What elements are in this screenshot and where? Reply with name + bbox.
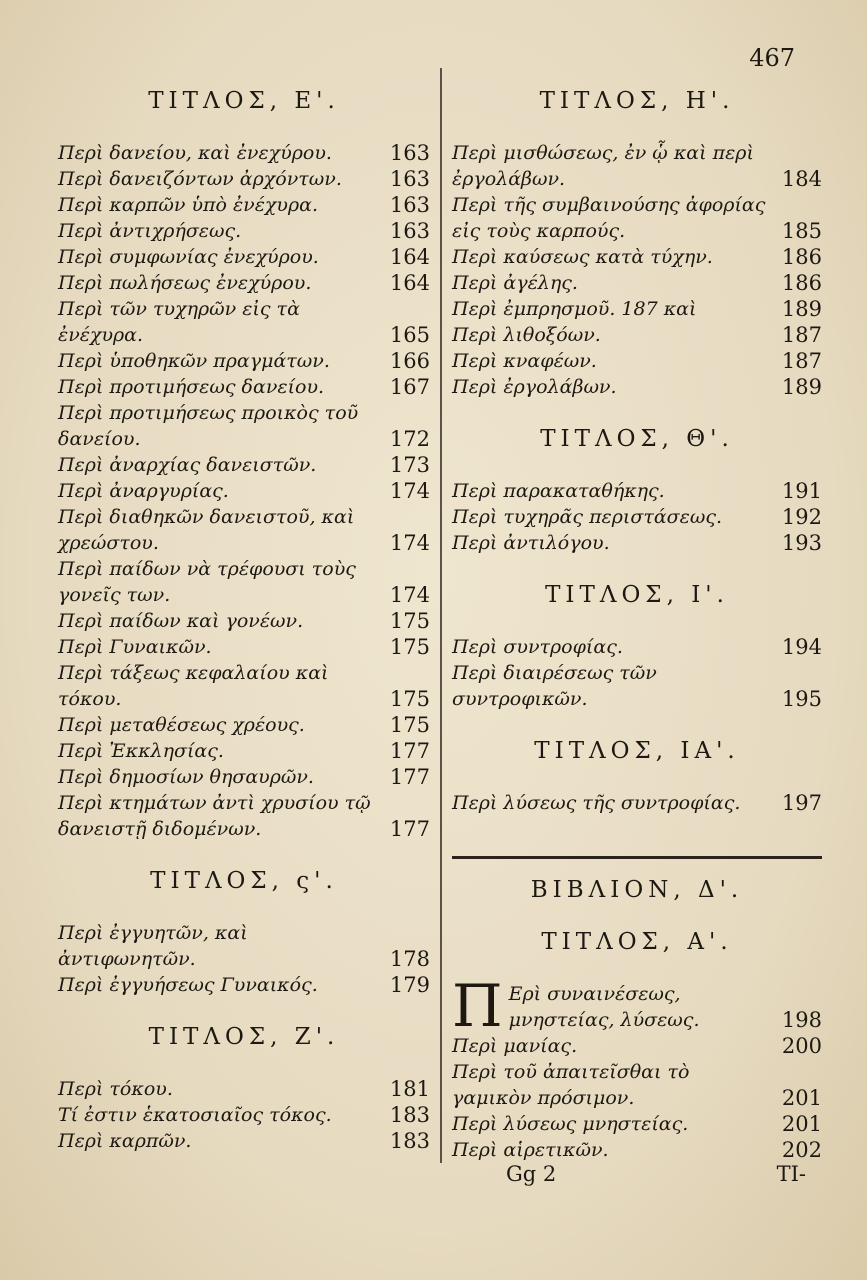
index-entry: [452, 270, 822, 296]
entry-title: Περὶ τυχηρᾶς περιστάσεως.: [452, 506, 723, 528]
entry-page-number: 174: [389, 479, 430, 503]
column-divider: [440, 68, 442, 1163]
section-heading: ΤΙΤΛΟΣ, Α'.: [541, 929, 733, 955]
entry-page-number: 202: [781, 1138, 822, 1162]
entry-title: Περὶ διαθηκῶν δανειστοῦ, καὶ χρεώστου.: [58, 506, 355, 554]
entry-page-number: 193: [781, 531, 822, 555]
index-entry: [58, 452, 430, 478]
entry-page-number: 192: [781, 505, 822, 529]
index-entry: [58, 920, 430, 972]
entry-page-number: 173: [389, 453, 430, 477]
index-entry: [452, 244, 822, 270]
entry-page-number: 166: [389, 349, 430, 373]
entry-title: Περὶ ἐγγυητῶν, καὶ ἀντιφωνητῶν.: [58, 922, 248, 970]
entry-title: Περὶ μεταθέσεως χρέους.: [58, 714, 305, 736]
left-column: [58, 80, 430, 1172]
entry-title: Περὶ διαιρέσεως τῶν συντροφικῶν.: [452, 662, 657, 710]
index-entry: [452, 660, 822, 712]
entry-page-number: 181: [389, 1077, 430, 1101]
entry-page-number: 164: [389, 271, 430, 295]
entry-title: Περὶ προτιμήσεως προικὸς τοῦ δανείου.: [58, 402, 359, 450]
entry-title: Περὶ αἱρετικῶν.: [452, 1139, 609, 1161]
section-gap: [58, 998, 430, 1016]
index-entry: [452, 530, 822, 556]
entry-title: Τί ἐστιν ἑκατοσιαῖος τόκος.: [58, 1104, 332, 1126]
entry-page-number: 177: [389, 817, 430, 841]
section-heading: ΤΙΤΛΟΣ, Ε'.: [148, 88, 340, 114]
entry-page-number: 201: [781, 1112, 822, 1136]
index-entry: [58, 712, 430, 738]
entry-title: Περὶ παίδων καὶ γονέων.: [58, 610, 304, 632]
entry-page-number: 201: [781, 1086, 822, 1110]
entry-page-number: 163: [389, 167, 430, 191]
entry-title: Περὶ δανειζόντων ἀρχόντων.: [58, 168, 342, 190]
entry-title: Περὶ μανίας.: [452, 1035, 578, 1057]
entry-page-number: 163: [389, 141, 430, 165]
index-entry: [452, 504, 822, 530]
entry-page-number: 164: [389, 245, 430, 269]
entry-title: Περὶ παρακαταθήκης.: [452, 480, 665, 502]
entry-title: Περὶ Ἐκκλησίας.: [58, 740, 224, 762]
entry-page-number: 197: [781, 791, 822, 815]
entry-page-number: 178: [389, 947, 430, 971]
index-entry: [452, 296, 822, 322]
entry-page-number: 175: [389, 687, 430, 711]
index-entry: [58, 764, 430, 790]
index-entry: [452, 192, 822, 244]
entry-title: Περὶ ἀγέλης.: [452, 272, 578, 294]
index-entry: [58, 504, 430, 556]
entry-page-number: 175: [389, 609, 430, 633]
entry-title: Περὶ τῶν τυχηρῶν εἰς τὰ ἐνέχυρα.: [58, 298, 300, 346]
entry-title: Περὶ ἐργολάβων.: [452, 376, 617, 398]
double-rule: [452, 856, 822, 859]
entry-title: Περὶ τοῦ ἀπαιτεῖσθαι τὸ γαμικὸν πρόσιμον.: [452, 1061, 690, 1109]
entry-title: Περὶ παίδων νὰ τρέφουσι τοὺς γονεῖς των.: [58, 558, 356, 606]
entry-page-number: 175: [389, 635, 430, 659]
index-entry: [452, 140, 822, 192]
entry-title: Περὶ τόκου.: [58, 1078, 173, 1100]
index-entry: [58, 348, 430, 374]
section-gap: [452, 556, 822, 574]
entry-title: Περὶ συντροφίας.: [452, 636, 623, 658]
book-heading: ΒΙΒΛΙΟΝ, Δ'.: [530, 877, 744, 903]
entry-page-number: 189: [781, 297, 822, 321]
entry-title: Περὶ συμφωνίας ἐνεχύρου.: [58, 246, 319, 268]
index-entry: [58, 972, 430, 998]
section-heading: ΤΙΤΛΟΣ, Η'.: [539, 88, 735, 114]
entry-page-number: 198: [781, 1008, 822, 1032]
index-entry: [58, 660, 430, 712]
right-column: [452, 80, 822, 1163]
entry-title: Περὶ μισθώσεως, ἐν ᾧ καὶ περὶ ἐργολάβων.: [452, 142, 754, 190]
index-entry: [452, 374, 822, 400]
entry-title: Περὶ λιθοξόων.: [452, 324, 601, 346]
entry-title: Περὶ δανείου, καὶ ἐνεχύρου.: [58, 142, 332, 164]
entry-page-number: 179: [389, 973, 430, 997]
index-entry: [58, 1128, 430, 1154]
section-heading: ΤΙΤΛΟΣ, Ι'.: [545, 582, 729, 608]
entry-title: Περὶ ἀντιχρήσεως.: [58, 220, 242, 242]
entry-page-number: 175: [389, 713, 430, 737]
section-gap: [58, 842, 430, 860]
index-entry: [58, 556, 430, 608]
section-gap: [58, 1154, 430, 1172]
section-heading: ΤΙΤΛΟΣ, ς'.: [150, 868, 338, 894]
entry-title: Περὶ ἐγγυήσεως Γυναικός.: [58, 974, 318, 996]
entry-page-number: 163: [389, 193, 430, 217]
entry-page-number: 195: [781, 687, 822, 711]
entry-title: Περὶ ἀναρχίας δανειστῶν.: [58, 454, 317, 476]
entry-page-number: 194: [781, 635, 822, 659]
index-entry: [452, 1033, 822, 1059]
entry-title: Περὶ τάξεως κεφαλαίου καὶ τόκου.: [58, 662, 329, 710]
index-entry: [58, 634, 430, 660]
entry-title: Περὶ ἀντιλόγου.: [452, 532, 610, 554]
entry-page-number: 172: [389, 427, 430, 451]
entry-title: Περὶ πωλήσεως ἐνεχύρου.: [58, 272, 312, 294]
signature-mark: Gg 2: [506, 1162, 557, 1186]
index-entry: [58, 140, 430, 166]
entry-title: Περὶ προτιμήσεως δανείου.: [58, 376, 325, 398]
entry-page-number: 186: [781, 271, 822, 295]
index-entry: [58, 400, 430, 452]
entry-page-number: 185: [781, 219, 822, 243]
index-entry: [58, 738, 430, 764]
section-heading: ΤΙΤΛΟΣ, Θ'.: [540, 426, 734, 452]
index-entry: [58, 296, 430, 348]
entry-title-with-dropcap: [452, 972, 822, 1040]
index-entry: [58, 374, 430, 400]
entry-page-number: 191: [781, 479, 822, 503]
index-entry: [58, 192, 430, 218]
entry-title: Περὶ λύσεως τῆς συντροφίας.: [452, 792, 741, 814]
section-gap: [452, 816, 822, 834]
entry-page-number: 184: [781, 167, 822, 191]
section-gap: [452, 712, 822, 730]
catchword: ΤΙ-: [776, 1162, 806, 1186]
section-heading: ΤΙΤΛΟΣ, Ζ'.: [148, 1024, 340, 1050]
entry-title: Περὶ λύσεως μνηστείας.: [452, 1113, 689, 1135]
entry-title: Περὶ κναφέων.: [452, 350, 597, 372]
index-entry: [452, 1137, 822, 1163]
index-entry: [452, 478, 822, 504]
entry-page-number: 177: [389, 765, 430, 789]
index-entry: [58, 1076, 430, 1102]
index-entry: [452, 1059, 822, 1111]
index-entry: [452, 322, 822, 348]
entry-title: Περὶ Γυναικῶν.: [58, 636, 212, 658]
index-entry: [58, 218, 430, 244]
index-entry: [58, 270, 430, 296]
entry-page-number: 183: [389, 1103, 430, 1127]
index-entry: [452, 790, 822, 816]
index-entry: [452, 634, 822, 660]
entry-page-number: 189: [781, 375, 822, 399]
entry-page-number: 200: [781, 1034, 822, 1058]
entry-page-number: 183: [389, 1129, 430, 1153]
index-entry: [452, 1111, 822, 1137]
index-entry: [58, 790, 430, 842]
index-entry: [58, 166, 430, 192]
entry-page-number: 174: [389, 583, 430, 607]
entry-title: Ερὶ συναινέσεως, μνηστείας, λύσεως.: [508, 983, 700, 1031]
entry-page-number: 187: [781, 349, 822, 373]
entry-page-number: 177: [389, 739, 430, 763]
entry-page-number: 187: [781, 323, 822, 347]
entry-title: Περὶ καρπῶν.: [58, 1130, 192, 1152]
index-entry: [58, 1102, 430, 1128]
entry-title: Περὶ ὑποθηκῶν πραγμάτων.: [58, 350, 330, 372]
entry-page-number: 163: [389, 219, 430, 243]
index-entry: [452, 972, 822, 1040]
entry-title: Περὶ ἀναργυρίας.: [58, 480, 229, 502]
entry-title: Περὶ κτημάτων ἀντὶ χρυσίου τῷ δανειστῇ διδομένων.: [58, 792, 371, 840]
entry-page-number: 165: [389, 323, 430, 347]
entry-page-number: 167: [389, 375, 430, 399]
page-number: 467: [749, 44, 795, 72]
drop-cap-initial: Π: [452, 972, 503, 1040]
section-heading: ΤΙΤΛΟΣ, ΙΑ'.: [534, 738, 740, 764]
entry-page-number: 174: [389, 531, 430, 555]
section-gap: [452, 400, 822, 418]
entry-title: Περὶ καύσεως κατὰ τύχην.: [452, 246, 713, 268]
entry-page-number: 186: [781, 245, 822, 269]
entry-title: Περὶ τῆς συμβαινούσης ἀφορίας εἰς τοὺς καρπούς.: [452, 194, 766, 242]
entry-title: Περὶ δημοσίων θησαυρῶν.: [58, 766, 314, 788]
entry-title: Περὶ καρπῶν ὑπὸ ἐνέχυρα.: [58, 194, 319, 216]
index-entry: [58, 608, 430, 634]
index-entry: [58, 478, 430, 504]
entry-title: Περὶ ἐμπρησμοῦ. 187 καὶ: [452, 298, 697, 320]
index-entry: [452, 348, 822, 374]
index-entry: [58, 244, 430, 270]
